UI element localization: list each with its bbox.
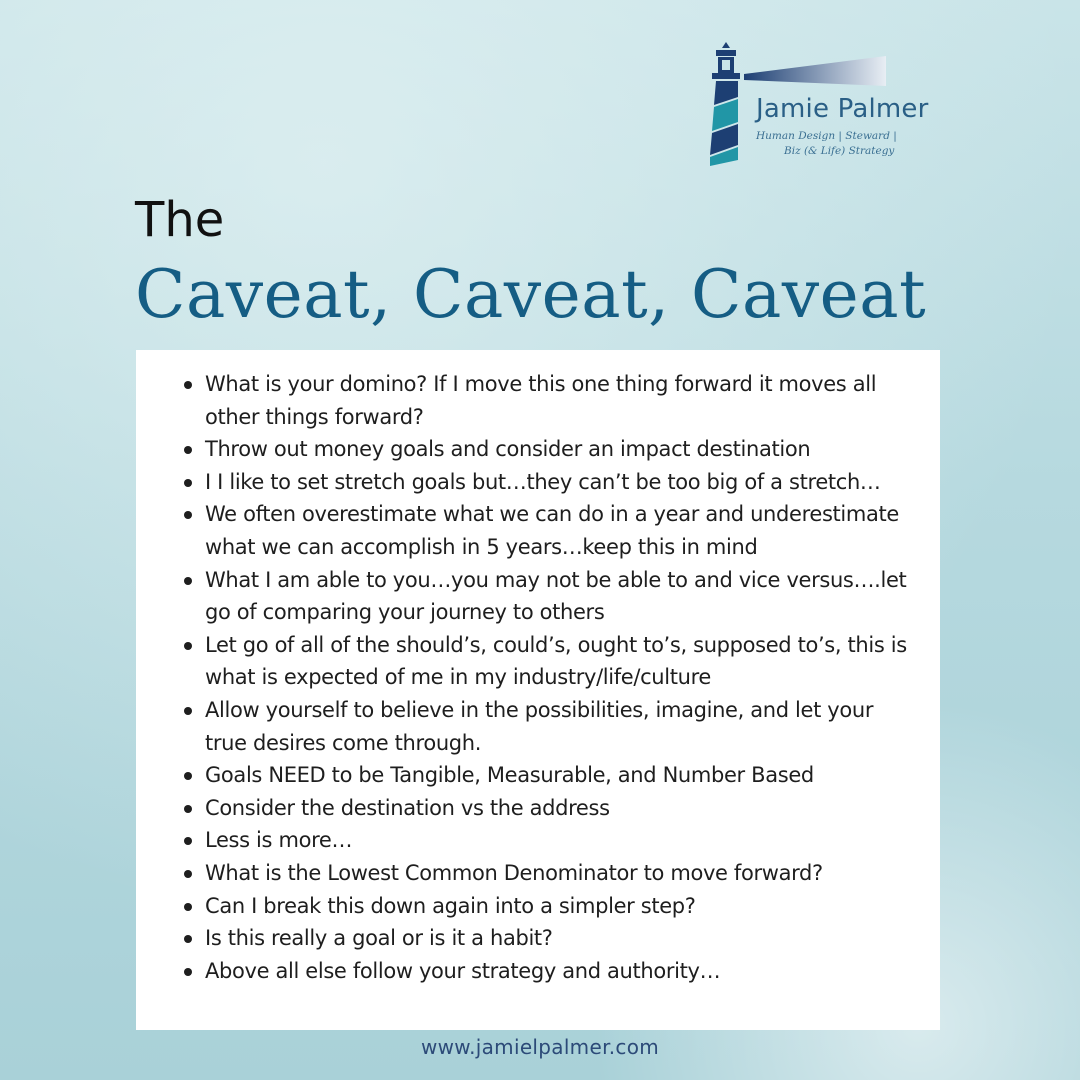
- brand-name: Jamie Palmer: [756, 94, 929, 124]
- brand-logo: [700, 42, 950, 172]
- list-item: What is your domino? If I move this one thing forward it moves all other things forward?: [205, 368, 920, 433]
- list-item: Above all else follow your strategy and authority…: [205, 955, 920, 988]
- list-item: I I like to set stretch goals but…they can’t be too big of a stretch…: [205, 466, 920, 499]
- list-item: What is the Lowest Common Denominator to move forward?: [205, 857, 920, 890]
- list-item: Let go of all of the should’s, could’s, ought to’s, supposed to’s, this is what is expected of me in my industry/life/culture: [205, 629, 920, 694]
- list-item: Throw out money goals and consider an impact destination: [205, 433, 920, 466]
- page-title: Caveat, Caveat, Caveat: [135, 256, 927, 333]
- heading-prefix: The: [135, 192, 225, 248]
- list-item: We often overestimate what we can do in a year and underestimate what we can accomplish in 5 years…keep this in mind: [205, 498, 920, 563]
- caveat-list-card: [136, 350, 940, 1030]
- list-item: Is this really a goal or is it a habit?: [205, 922, 920, 955]
- list-item: Consider the destination vs the address: [205, 792, 920, 825]
- website-link[interactable]: www.jamielpalmer.com: [420, 1035, 660, 1059]
- brand-tagline-line2: Biz (& Life) Strategy: [784, 145, 895, 157]
- list-item: Allow yourself to believe in the possibilities, imagine, and let your true desires come through.: [205, 694, 920, 759]
- list-item: What I am able to you…you may not be able to and vice versus….let go of comparing your journey to others: [205, 564, 920, 629]
- caveat-list: [136, 350, 940, 987]
- list-item: Goals NEED to be Tangible, Measurable, and Number Based: [205, 759, 920, 792]
- list-item: Less is more…: [205, 824, 920, 857]
- list-item: Can I break this down again into a simpler step?: [205, 890, 920, 923]
- brand-tagline-line1: Human Design | Steward |: [756, 130, 897, 142]
